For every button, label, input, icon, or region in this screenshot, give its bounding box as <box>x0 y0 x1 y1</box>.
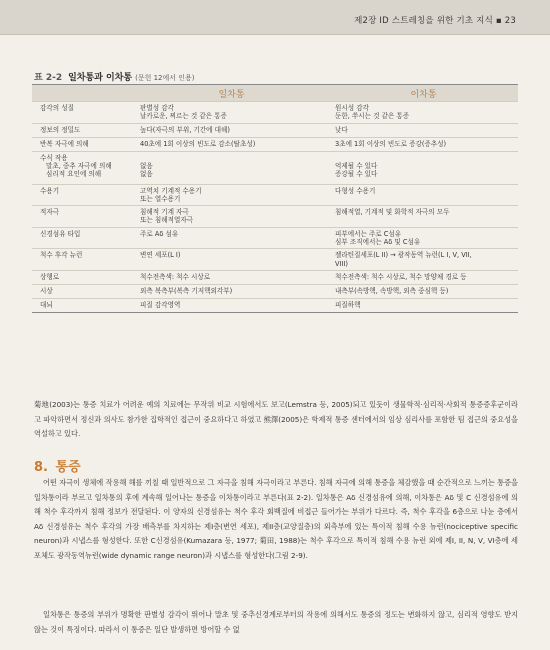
second-pain-cell <box>329 151 518 184</box>
column-header-second-pain: 이차통 <box>329 85 518 102</box>
row-header-cell <box>32 227 134 249</box>
cell-text-line: 적자극 <box>40 208 60 217</box>
cell-text-line: 또는 침해적열자극 <box>140 216 194 225</box>
first-pain-cell <box>134 137 329 151</box>
cell-text-line: 고역치 기계적 수용기 <box>140 186 202 195</box>
first-pain-cell <box>134 151 329 184</box>
cell-text-line: 수용기 <box>40 186 60 195</box>
cell-text-line: 말초, 중추 자극에 의해 <box>46 161 112 170</box>
cell-text-line: 피부에서는 주로 C섬유 <box>335 229 402 238</box>
cell-text-line: 침해적 기계 자극 <box>140 208 189 217</box>
second-pain-cell <box>329 227 518 249</box>
cell-text-line <box>140 154 323 162</box>
cell-text-line: 억제될 수 있다 <box>335 161 378 170</box>
second-pain-cell <box>329 123 518 137</box>
table-number: 표 2-2 <box>34 73 63 83</box>
cell-text-line: 피질 감각영역 <box>140 300 181 309</box>
first-pain-cell <box>134 184 329 206</box>
cell-text-line <box>335 154 512 162</box>
first-pain-cell <box>134 270 329 284</box>
table-row <box>32 227 518 249</box>
first-pain-cell <box>134 298 329 312</box>
cell-text-line: 대뇌 <box>40 300 53 309</box>
second-pain-cell <box>329 184 518 206</box>
second-pain-cell <box>329 298 518 312</box>
table-row <box>32 151 518 184</box>
table-row <box>32 284 518 298</box>
second-pain-cell <box>329 284 518 298</box>
cell-text-line: 감각의 성질 <box>40 104 74 112</box>
row-header-cell <box>32 137 134 151</box>
cell-text-line: 신경섬유 타입 <box>40 229 81 238</box>
table-row <box>32 184 518 206</box>
cell-text-line: 3초에 1회 이상의 빈도로 증강(증추성) <box>335 139 447 148</box>
cell-text-line: 반복 자극에 의해 <box>40 139 89 148</box>
table-row <box>32 298 518 312</box>
pain-comparison-table <box>32 84 518 313</box>
cell-text-line: 또는 열수용기 <box>140 194 181 203</box>
paragraph: 菊地(2003)는 통증 치료가 어려운 예의 치료에는 무작위 비교 시험에서도 보고(Lemstra 등, 2005)되고 있듯이 생물학적·심리적·사회적 통증증후군이라고 파악하면서 정신과 의사도 참가한 집학적인 접근이 중요하다고 하였고 熊澤(2005)은 학제적 통증 센터에서의 임상 심리사를 포함한 팀 접근의 중요성을 역설하고 있다. <box>34 400 518 439</box>
second-pain-cell <box>329 102 518 124</box>
cell-text-line: 둔한, 쑤시는 것 같은 통증 <box>335 112 410 121</box>
first-pain-cell <box>134 227 329 249</box>
row-header-cell <box>32 249 134 271</box>
table-source: (문헌 12에서 인용) <box>135 74 195 82</box>
table-row <box>32 249 518 271</box>
row-header-cell <box>32 102 134 124</box>
first-pain-cell <box>134 249 329 271</box>
cell-text-line: 내측부(속방핵, 속방핵, 외측 중심핵 등) <box>335 286 449 295</box>
table-row <box>32 137 518 151</box>
running-head: 제2장 ID 스트레칭을 위한 기초 지식 ▪ 23 <box>354 16 516 26</box>
cell-text-line: 낮다 <box>335 125 348 134</box>
first-pain-cell <box>134 123 329 137</box>
second-pain-cell <box>329 137 518 151</box>
row-header-cell <box>32 270 134 284</box>
cell-text-line: 심부 조직에서는 Aδ 및 C섬유 <box>335 238 421 247</box>
cell-text-line: 정보의 정밀도 <box>40 125 81 134</box>
table-title: 일차통과 이차통 <box>68 73 133 83</box>
cell-text-line: 날카로운, 찌르는 것 같은 통증 <box>140 112 227 121</box>
section-number: 8. <box>34 460 48 475</box>
column-header-blank <box>32 85 134 102</box>
row-header-cell <box>32 206 134 228</box>
cell-text-line: 외측 복측부(복측 기저핵외각부) <box>140 286 233 295</box>
second-pain-cell <box>329 270 518 284</box>
column-header-first-pain: 일차통 <box>134 85 329 102</box>
cell-text-line: 상행로 <box>40 272 60 281</box>
cell-text-line: 증강될 수 있다 <box>335 170 378 179</box>
section-title: 통증 <box>55 460 81 475</box>
first-pain-cell <box>134 284 329 298</box>
cell-text-line: 40초에 1회 이상의 빈도로 감소(탈초성) <box>140 139 256 148</box>
table-row <box>32 270 518 284</box>
cell-text-line: 판별성 감각 <box>140 104 174 112</box>
row-header-cell <box>32 298 134 312</box>
cell-text-line: 젤라틴질세포(L II) → 광작동역 뉴런(L I, V, VII, <box>335 251 472 260</box>
cell-text-line: 피질하핵 <box>335 300 361 309</box>
section-heading <box>34 456 81 475</box>
table-header-row <box>32 85 518 102</box>
cell-text-line: 원시성 감각 <box>335 104 369 112</box>
first-pain-cell <box>134 102 329 124</box>
row-header-cell <box>32 184 134 206</box>
cell-text-line: 다형성 수용기 <box>335 186 376 195</box>
cell-text-line: 변연 세포(L I) <box>140 251 181 260</box>
cell-text-line: 심리적 요인에 의해 <box>46 170 102 179</box>
cell-text-line: 척수전측색: 척수 시상로, 척수 망양체 경로 등 <box>335 272 467 281</box>
cell-text-line: 시상 <box>40 286 53 295</box>
row-header-cell <box>32 284 134 298</box>
table-row <box>32 123 518 137</box>
cell-text-line: 척수전측색: 척수 시상로 <box>140 272 211 281</box>
row-header-cell <box>32 123 134 137</box>
second-pain-cell <box>329 249 518 271</box>
row-header-cell <box>32 151 134 184</box>
paragraph: 어떤 자극이 생체에 작용해 해를 끼칠 때 일반적으로 그 자극을 침해 자극이라고 부른다. 침해 자극에 의해 통증을 체감했을 때 순간적으로 느끼는 통증을 일차통이라 부르고 일차통의 후에 계속해 일어나는 통증을 이차통이라고 부른다(표 2-2). 일차통은 Aδ 신경섬유에 의해, 이차통은 Aδ 및 C 신경섬유에 의해 척수 후각까지 침해 정보가 전달된다. 이 양자의 신경섬유는 척수 후각 회백질에 비접근 들어가는 부위가 다르다. 즉, 척수 후각을 6층으로 나눈 층에서 Aδ 신경섬유는 척수 후각의 가장 배측부를 차지하는 제I층(변연 세포), 제II층(교양질층)의 외측부에 있는 특이적 침해 수용 뉴런(nociceptive specific neuron)과 시냅스를 형성한다. 또한 C신경섬유(Kumazara 등, 1977; 菊田, 1988)는 척수 후각으로 특이적 침해 수용 뉴런 외에 제I, II, N, V, VI층에 세포체도 광작동역뉴런(wide dynamic range neuron)과 시냅스를 형성한다(그림 2-9). <box>34 478 518 560</box>
paragraph: 일차통은 통증의 부위가 명확한 판별성 감각이 뛰어나 말초 및 중추신경계로부터의 작용에 의해서도 통증의 정도는 변화하지 않고, 심리적 영향도 받지 않는 것이 특징이다. 따라서 이 통증은 일단 발생하면 방어할 수 없 <box>34 610 518 634</box>
cell-text-line: 없음 <box>140 161 153 170</box>
cell-text-line: 척수 후각 뉴런 <box>40 251 83 260</box>
table-row <box>32 206 518 228</box>
cell-text-line: 높다(자극의 부위, 기간에 대해) <box>140 125 230 134</box>
table-row <box>32 102 518 124</box>
table-caption <box>34 70 195 83</box>
cell-text-line: 없음 <box>140 170 153 179</box>
first-pain-cell <box>134 206 329 228</box>
cell-text-line: 수식 작용 <box>40 153 68 162</box>
cell-text-line: 주로 Aδ 섬유 <box>140 229 179 238</box>
table-body <box>32 102 518 313</box>
cell-text-line: 침해적열, 기계적 및 화학적 자극의 모두 <box>335 208 450 217</box>
second-pain-cell <box>329 206 518 228</box>
cell-text-line: VIII) <box>335 259 348 268</box>
